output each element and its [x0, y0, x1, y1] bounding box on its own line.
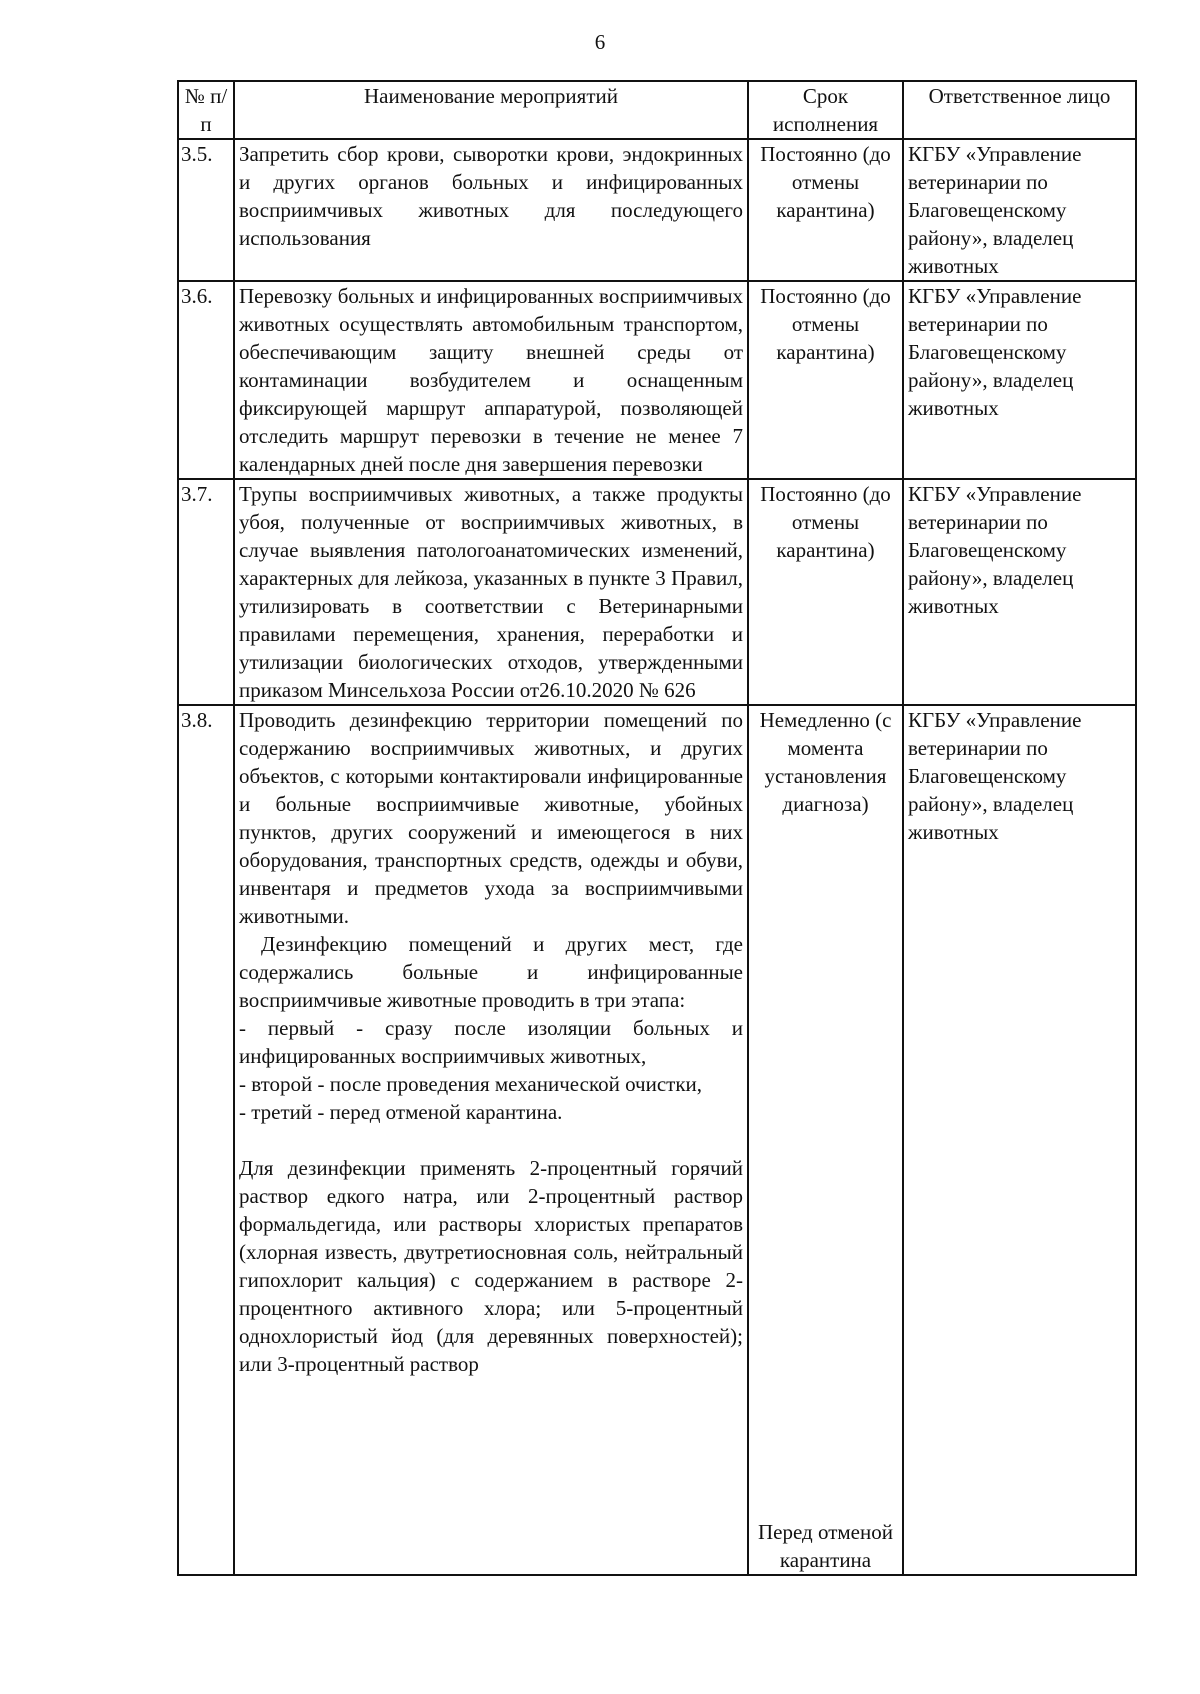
measure-paragraph: - третий - перед отменой карантина. — [239, 1100, 563, 1124]
term-cell — [748, 705, 903, 1575]
measure-paragraph: Запретить сбор крови, сыворотки крови, эндокринных и других органов больных и инфицированных восприимчивых животных для последующего использования — [239, 142, 743, 250]
term-cell: Постоянно (до отмены карантина) — [748, 479, 903, 705]
measure-paragraph: Проводить дезинфекцию территории помещений по содержанию восприимчивых животных, и других объектов, с которыми контактировали инфицированные и больные восприимчивые животные, убойных пунктов, других сооружений и имеющегося в них оборудования, транспортных средств, одежды и обуви, инвентаря и предметов ухода за восприимчивыми животными. — [239, 708, 743, 928]
table-header-row — [178, 81, 1136, 139]
measures-table — [177, 80, 1137, 1576]
row-number: 3.8. — [178, 705, 234, 1575]
term-text: Немедленно (с момента установления диагноза) — [759, 708, 892, 816]
responsible-cell: КГБУ «Управление ветеринарии по Благовещенскому району», владелец животных — [903, 281, 1136, 479]
header-term: Срок исполнения — [748, 81, 903, 139]
header-num: № п/п — [178, 81, 234, 139]
measure-paragraph: Трупы восприимчивых животных, а также продукты убоя, полученные от восприимчивых животных, в случае выявления патологоанатомических изменений, характерных для лейкоза, указанных в пункте 3 Правил, утилизировать в соответствии с Ветеринарными правилами перемещения, хранения, переработки и утилизации биологических отходов, утвержденными приказом Минсельхоза России от26.10.2020 № 626 — [239, 482, 743, 702]
row-number: 3.5. — [178, 139, 234, 281]
measure-paragraph: - второй - после проведения механической очистки, — [239, 1072, 703, 1096]
measure-paragraph: Дезинфекцию помещений и других мест, где содержались больные и инфицированные восприимчивые животные проводить в три этапа: — [239, 932, 743, 1012]
row-number: 3.7. — [178, 479, 234, 705]
responsible-cell: КГБУ «Управление ветеринарии по Благовещенскому району», владелец животных — [903, 139, 1136, 281]
term-cell: Постоянно (до отмены карантина) — [748, 139, 903, 281]
term-spacer — [753, 818, 898, 1518]
table-row — [178, 281, 1136, 479]
table-row — [178, 479, 1136, 705]
measure-paragraph: - первый - сразу после изоляции больных и инфицированных восприимчивых животных, — [239, 1016, 743, 1068]
responsible-cell: КГБУ «Управление ветеринарии по Благовещенскому району», владелец животных — [903, 705, 1136, 1575]
measure-text — [234, 139, 748, 281]
page-number: 6 — [594, 30, 606, 54]
measure-text — [234, 479, 748, 705]
measure-text — [234, 705, 748, 1575]
term-cell: Постоянно (до отмены карантина) — [748, 281, 903, 479]
term-text-second: Перед отменой карантина — [758, 1520, 893, 1572]
row-number: 3.6. — [178, 281, 234, 479]
header-responsible: Ответственное лицо — [903, 81, 1136, 139]
table-row — [178, 139, 1136, 281]
responsible-cell: КГБУ «Управление ветеринарии по Благовещенскому району», владелец животных — [903, 479, 1136, 705]
measure-text — [234, 281, 748, 479]
table-row — [178, 705, 1136, 1575]
measure-paragraph: Перевозку больных и инфицированных восприимчивых животных осуществлять автомобильным транспортом, обеспечивающим защиту внешней среды от контаминации возбудителем и оснащенным фиксирующей маршрут аппаратурой, позволяющей отследить маршрут перевозки в течение не менее 7 календарных дней после дня завершения перевозки — [239, 284, 743, 476]
header-name: Наименование мероприятий — [234, 81, 748, 139]
measure-paragraph: Для дезинфекции применять 2-процентный горячий раствор едкого натра, или 2-процентный раствор формальдегида, или растворы хлористых препаратов (хлорная известь, двутретиосновная соль, нейтральный гипохлорит кальция) с содержанием в растворе 2-процентного активного хлора; или 5-процентный однохлористый йод (для деревянных поверхностей); или 3-процентный раствор — [239, 1156, 743, 1376]
